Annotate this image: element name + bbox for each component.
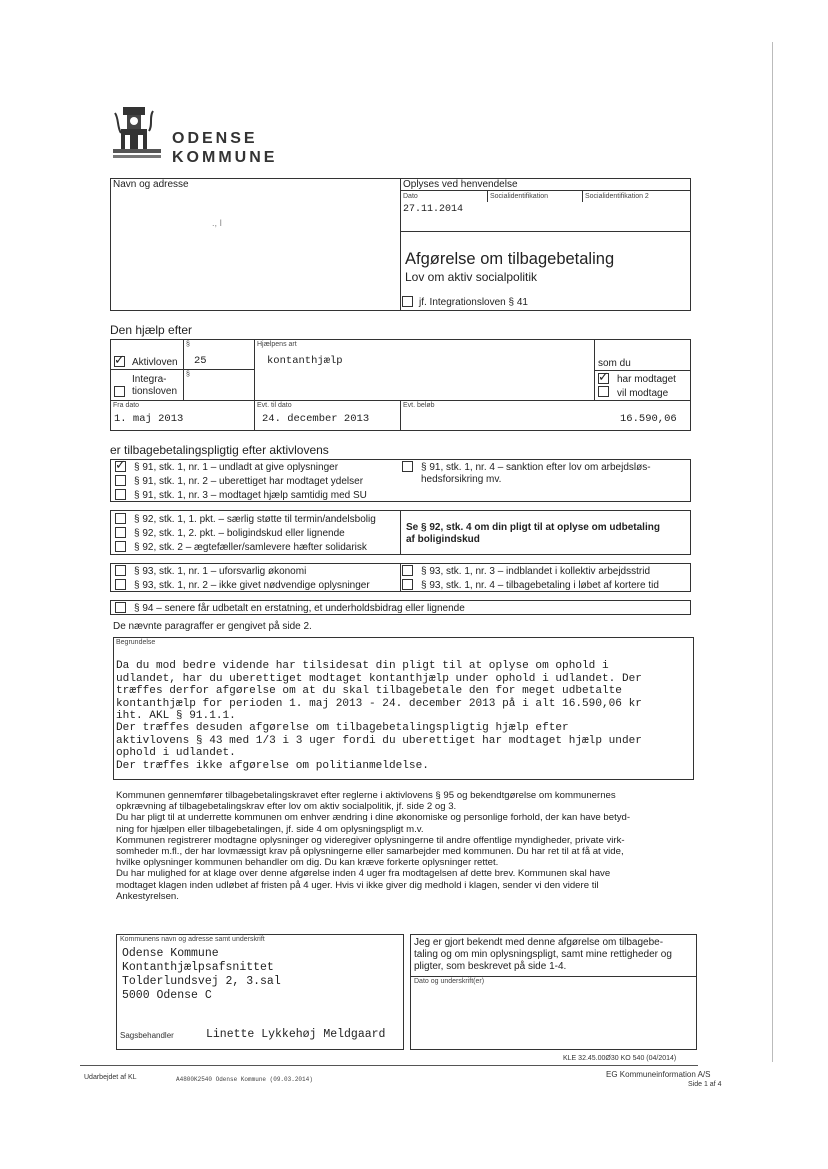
from-date-value: 1. maj 2013 bbox=[114, 413, 184, 425]
to-date-label: Evt. til dato bbox=[257, 402, 292, 409]
para-label: § bbox=[186, 341, 190, 348]
acknowledge-line3: pligter, som beskrevet på side 1-4. bbox=[414, 961, 567, 972]
p92-note-line1: Se § 92, stk. 4 om din pligt til at oplyse om udbetaling bbox=[406, 522, 660, 533]
p94-checkbox[interactable] bbox=[115, 602, 126, 613]
integrationsloven-para: § bbox=[186, 371, 190, 378]
amount-value: 16.590,06 bbox=[620, 413, 677, 425]
help-section-title: Den hjælp efter bbox=[110, 323, 193, 337]
from-date-label: Fra dato bbox=[113, 402, 140, 409]
name-address-value: ., I bbox=[212, 218, 223, 228]
p92-3-checkbox[interactable] bbox=[115, 541, 126, 552]
integration-checkbox[interactable] bbox=[402, 296, 413, 307]
info-line: Ankestyrelsen. bbox=[116, 890, 179, 902]
document-subtitle: Lov om aktiv socialpolitik bbox=[405, 270, 538, 284]
p92-2-label: § 92, stk. 1, 2. pkt. – boligindskud eller lignende bbox=[134, 528, 345, 539]
address-line: Tolderlundsvej 2, 3.sal bbox=[122, 975, 281, 988]
info-line: ning for hjælpen eller tilbagebetalingen, jf. side 4 om oplysningspligt m.v. bbox=[116, 823, 424, 835]
integrationsloven-checkbox[interactable] bbox=[114, 386, 125, 397]
footer-company: EG Kommuneinformation A/S bbox=[606, 1070, 711, 1079]
info-line: hvilke oplysninger kommunen behandler om dig. Du kan kræve forkerte oplysninger rettet. bbox=[116, 857, 499, 869]
p93-2-label: § 93, stk. 1, nr. 2 – ikke givet nødvendige oplysninger bbox=[134, 580, 370, 591]
p93-1-label: § 93, stk. 1, nr. 1 – uforsvarlig økonomi bbox=[134, 566, 307, 577]
reasoning-text bbox=[116, 648, 642, 784]
p93-1-checkbox[interactable] bbox=[115, 565, 126, 576]
reasoning-label: Begrundelse bbox=[116, 639, 156, 646]
date-label: Dato bbox=[403, 193, 418, 200]
footer-left: Udarbejdet af KL bbox=[84, 1074, 137, 1081]
p92-1-label: § 92, stk. 1, 1. pkt. – særlig støtte til termin/andelsbolig bbox=[134, 514, 376, 525]
acknowledge-line1: Jeg er gjort bekendt med denne afgørelse om tilbagebe- bbox=[414, 937, 664, 948]
p91-4-label-line1: § 91, stk. 1, nr. 4 – sanktion efter lov om arbejdsløs- bbox=[421, 462, 651, 473]
reasoning-line: Der træffes ikke afgørelse om politianmeldelse. bbox=[116, 759, 429, 772]
reasoning-line: kontanthjælp for perioden 1. maj 2013 - 24. december 2013 på i alt 16.590,06 kr bbox=[116, 697, 642, 710]
p91-4-label-line2: hedsforsikring mv. bbox=[421, 474, 502, 485]
info-line: modtaget klagen inden udløbet af fristen på 4 uger. Hvis vi ikke giver dig medhold i klagen, sender vi den videre til bbox=[116, 879, 599, 891]
address-line: Kontanthjælpsafsnittet bbox=[122, 961, 274, 974]
reasoning-line: iht. AKL § 91.1.1. bbox=[116, 710, 236, 723]
liability-title: er tilbagebetalingspligtig efter aktivlovens bbox=[110, 443, 329, 457]
p91-2-label: § 91, stk. 1, nr. 2 – uberettiget har modtaget ydelser bbox=[134, 476, 364, 487]
har-modtaget-check-mark: ✓ bbox=[598, 369, 609, 384]
p94-label: § 94 – senere får udbetalt en erstatning, et underholdsbidrag eller lignende bbox=[134, 603, 465, 614]
p93-4-checkbox[interactable] bbox=[402, 579, 413, 590]
p91-1-check-mark: ✓ bbox=[115, 457, 126, 472]
amount-label: Evt. beløb bbox=[403, 402, 435, 409]
paragraph-footnote: De nævnte paragraffer er gengivet på side 2. bbox=[113, 621, 312, 632]
reasoning-line: udlandet, har du uberettiget modtaget kontanthjælp under ophold i udlandet. Der bbox=[116, 672, 642, 685]
integration-option-label: jf. Integrationsloven § 41 bbox=[419, 297, 528, 308]
municipality-address bbox=[122, 947, 281, 1003]
p91-3-label: § 91, stk. 1, nr. 3 – modtaget hjælp samtidig med SU bbox=[134, 490, 367, 501]
caseworker-name: Linette Lykkehøj Meldgaard bbox=[206, 1028, 386, 1041]
info-line: somheder m.fl., der har lovmæssigt krav på oplysningerne eller samarbejder med kommunen. Du har ret til at få at vide, bbox=[116, 846, 624, 858]
footer-page: Side 1 af 4 bbox=[688, 1081, 722, 1088]
p91-2-checkbox[interactable] bbox=[115, 475, 126, 486]
p92-2-checkbox[interactable] bbox=[115, 527, 126, 538]
har-modtaget-label: har modtaget bbox=[617, 374, 676, 385]
name-address-label: Navn og adresse bbox=[113, 179, 189, 190]
help-type-value: kontanthjælp bbox=[267, 355, 343, 367]
info-line: Kommunen gennemfører tilbagebetalingskravet efter reglerne i aktivlovens § 95 og bekendtgørelse om kommunernes bbox=[116, 790, 616, 801]
p93-3-checkbox[interactable] bbox=[402, 565, 413, 576]
p92-note-line2: af boligindskud bbox=[406, 534, 480, 545]
info-text bbox=[116, 790, 696, 902]
aktivloven-check-mark: ✓ bbox=[114, 352, 125, 367]
scan-edge bbox=[772, 42, 773, 1062]
reasoning-line: træffes derfor afgørelse om at du skal tilbagebetale den for meget udbetalte bbox=[116, 685, 622, 698]
info-line: opkrævning af tilbagebetalingskrav efter lov om aktiv socialpolitik, jf. side 2 og 3. bbox=[116, 801, 457, 813]
p91-4-checkbox[interactable] bbox=[402, 461, 413, 472]
reasoning-line: Der træffes desuden afgørelse om tilbagebetalingspligtig hjælp efter bbox=[116, 722, 569, 735]
som-du-label: som du bbox=[598, 358, 631, 369]
date-value: 27.11.2014 bbox=[403, 204, 464, 215]
info-line: Du har mulighed for at klage over denne afgørelse inden 4 uger fra modtagelsen af dette brev. Kommunen skal have bbox=[116, 868, 611, 880]
p91-1-label: § 91, stk. 1, nr. 1 – undladt at give oplysninger bbox=[134, 462, 339, 473]
footer-rule bbox=[80, 1065, 698, 1066]
contact-label: Oplyses ved henvendelse bbox=[403, 179, 518, 190]
info-line: Du har pligt til at underrette kommunen om enhver ændring i dine økonomiske og personlige forhold, der kan have betyd- bbox=[116, 812, 631, 824]
signature-label: Kommunens navn og adresse samt underskrift bbox=[120, 936, 265, 943]
vil-modtage-checkbox[interactable] bbox=[598, 386, 609, 397]
help-type-label: Hjælpens art bbox=[257, 341, 297, 348]
footer-print-code: A4800K2540 Odense Kommune (09.03.2014) bbox=[176, 1076, 313, 1083]
info-line: Kommunen registrerer modtagne oplysninger og videregiver oplysningerne til andre offentlige myndigheder, private virk- bbox=[116, 834, 625, 846]
odense-coat-of-arms-icon bbox=[113, 105, 161, 163]
address-line: Odense Kommune bbox=[122, 947, 219, 960]
form-code: KLE 32.45.00Ø30 KO 540 (04/2014) bbox=[563, 1055, 677, 1062]
p93-3-label: § 93, stk. 1, nr. 3 – indblandet i kollektiv arbejdsstrid bbox=[421, 566, 651, 577]
acknowledge-line2: taling og om min oplysningspligt, samt mine rettigheder og bbox=[414, 949, 672, 960]
logo-name-line2: KOMMUNE bbox=[172, 149, 278, 166]
sign-date-label: Dato og underskrift(er) bbox=[414, 978, 485, 985]
document-title: Afgørelse om tilbagebetaling bbox=[405, 250, 615, 268]
aktivloven-para-value: 25 bbox=[194, 355, 207, 367]
p91-3-checkbox[interactable] bbox=[115, 489, 126, 500]
p93-2-checkbox[interactable] bbox=[115, 579, 126, 590]
aktivloven-label: Aktivloven bbox=[132, 357, 178, 368]
social-id-label: Socialidentifikation bbox=[490, 193, 548, 200]
integrationsloven-label-2: tionsloven bbox=[132, 386, 178, 397]
caseworker-label: Sagsbehandler bbox=[120, 1031, 174, 1040]
to-date-value: 24. december 2013 bbox=[262, 413, 370, 425]
p93-4-label: § 93, stk. 1, nr. 4 – tilbagebetaling i løbet af kortere tid bbox=[421, 580, 659, 591]
social-id2-label: Socialidentifikation 2 bbox=[585, 193, 649, 200]
reasoning-line: Da du mod bedre vidende har tilsidesat din pligt til at oplyse om ophold i bbox=[116, 660, 609, 673]
reasoning-line: aktivlovens § 43 med 1/3 i 3 uger fordi du uberettiget har modtaget hjælp under bbox=[116, 734, 642, 747]
p92-1-checkbox[interactable] bbox=[115, 513, 126, 524]
integrationsloven-label-1: Integra- bbox=[132, 374, 167, 385]
address-line: 5000 Odense C bbox=[122, 989, 212, 1002]
p92-3-label: § 92, stk. 2 – ægtefæller/samlevere hæfter solidarisk bbox=[134, 542, 367, 553]
vil-modtage-label: vil modtage bbox=[617, 388, 669, 399]
reasoning-line: ophold i udlandet. bbox=[116, 747, 236, 760]
logo-name-line1: ODENSE bbox=[172, 130, 258, 147]
